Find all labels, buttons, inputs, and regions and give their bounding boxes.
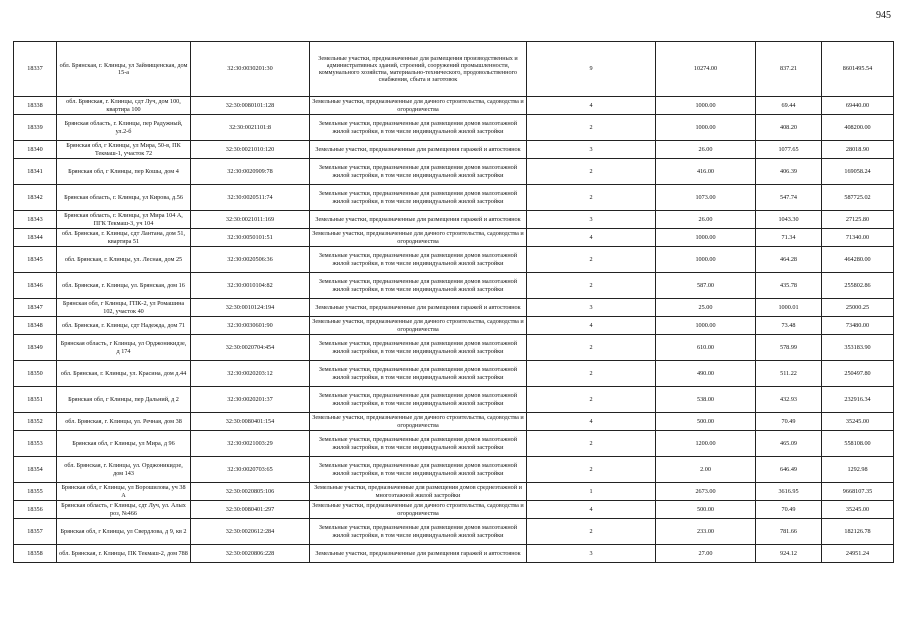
specific-value-cell: 3616.95 [756,483,822,501]
page-number: 945 [876,10,891,21]
land-use-cell: Земельные участки, предназначенные для размещения домов малоэтажной жилой застройки, в том числе индивидуальной жилой застройки [310,273,527,299]
cadastral-number-cell: 32:30:0020703:65 [191,457,310,483]
cadastral-number-cell: 32:30:0021003:29 [191,431,310,457]
land-use-cell: Земельные участки, предназначенные для размещения гаражей и автостоянок [310,211,527,229]
address-cell: Брянская область, г. Клинцы, ул Кирова, д.56 [57,185,191,211]
group-cell: 4 [527,317,656,335]
specific-value-cell: 406.39 [756,159,822,185]
area-cell: 500.00 [656,501,756,519]
row-number-cell: 18342 [14,185,57,211]
table-row [14,299,894,317]
address-cell: обл. Брянская, г. Клинцы, сдт Лантана, дом 51, квартира 51 [57,229,191,247]
address-cell: Брянская область, г. Клинцы, пер Радужный, ул.2-б [57,115,191,141]
area-cell: 26.00 [656,211,756,229]
specific-value-cell: 837.21 [756,42,822,97]
row-number-cell: 18346 [14,273,57,299]
row-number-cell: 18345 [14,247,57,273]
cadastral-value-cell: 27125.80 [822,211,894,229]
area-cell: 1000.00 [656,229,756,247]
area-cell: 2673.00 [656,483,756,501]
specific-value-cell: 465.09 [756,431,822,457]
area-cell: 1073.00 [656,185,756,211]
address-cell: Брянская обл, г Клинцы, пер Дальний, д 2 [57,387,191,413]
land-use-cell: Земельные участки, предназначенные для размещения гаражей и автостоянок [310,141,527,159]
land-use-cell: Земельные участки, предназначенные для размещения домов малоэтажной жилой застройки, в том числе индивидуальной жилой застройки [310,431,527,457]
area-cell: 25.00 [656,299,756,317]
row-number-cell: 18339 [14,115,57,141]
table-row [14,361,894,387]
group-cell: 2 [527,387,656,413]
group-cell: 4 [527,229,656,247]
row-number-cell: 18337 [14,42,57,97]
cadastral-value-cell: 25000.25 [822,299,894,317]
land-use-cell: Земельные участки, предназначенные для размещения домов малоэтажной жилой застройки, в том числе индивидуальной жилой застройки [310,519,527,545]
group-cell: 4 [527,413,656,431]
specific-value-cell: 73.48 [756,317,822,335]
land-use-cell: Земельные участки, предназначенные для размещения домов малоэтажной жилой застройки, в том числе индивидуальной жилой застройки [310,387,527,413]
table-row [14,519,894,545]
row-number-cell: 18340 [14,141,57,159]
area-cell: 233.00 [656,519,756,545]
address-cell: Брянская обл, г Клинцы, ГПК-2, ул Ромашина 102, участок 40 [57,299,191,317]
table-row [14,317,894,335]
land-use-cell: Земельные участки, предназначенные для размещения домов малоэтажной жилой застройки, в том числе индивидуальной жилой застройки [310,159,527,185]
cadastral-value-cell: 169058.24 [822,159,894,185]
land-use-cell: Земельные участки, предназначенные для размещения домов малоэтажной жилой застройки, в том числе индивидуальной жилой застройки [310,247,527,273]
cadastral-value-cell: 8601495.54 [822,42,894,97]
group-cell: 2 [527,115,656,141]
table-row [14,273,894,299]
specific-value-cell: 464.28 [756,247,822,273]
row-number-cell: 18338 [14,97,57,115]
land-use-cell: Земельные участки, предназначенные для размещения домов малоэтажной жилой застройки, в том числе индивидуальной жилой застройки [310,185,527,211]
area-cell: 1000.00 [656,317,756,335]
cadastral-value-cell: 9668107.35 [822,483,894,501]
row-number-cell: 18347 [14,299,57,317]
cadastral-number-cell: 32:30:0020612:284 [191,519,310,545]
land-use-cell: Земельные участки, предназначенные для размещения гаражей и автостоянок [310,545,527,563]
cadastral-value-cell: 558108.00 [822,431,894,457]
area-cell: 26.00 [656,141,756,159]
table-row [14,42,894,97]
area-cell: 490.00 [656,361,756,387]
table-row [14,211,894,229]
land-use-cell: Земельные участки, предназначенные для размещения гаражей и автостоянок [310,299,527,317]
specific-value-cell: 70.49 [756,501,822,519]
specific-value-cell: 646.49 [756,457,822,483]
cadastral-number-cell: 32:30:0020203:12 [191,361,310,387]
cadastral-value-cell: 255802.86 [822,273,894,299]
table-row [14,501,894,519]
address-cell: обл. Брянская, г. Клинцы, ул. Орджоникидзе, дом 143 [57,457,191,483]
cadastral-value-cell: 71340.00 [822,229,894,247]
table-row [14,387,894,413]
cadastral-value-cell: 35245.00 [822,501,894,519]
land-use-cell: Земельные участки, предназначенные для размещения производственных и административных зданий, строений, сооружений промышленности, коммунального хозяйства, материально-технического, продовольственного снабжения, сбыта и заготовок [310,42,527,97]
table-row [14,229,894,247]
area-cell: 10274.00 [656,42,756,97]
specific-value-cell: 1000.01 [756,299,822,317]
row-number-cell: 18358 [14,545,57,563]
cadastral-value-cell: 464280.00 [822,247,894,273]
land-use-cell: Земельные участки, предназначенные для размещения домов среднеэтажной и многоэтажной жилой застройки [310,483,527,501]
address-cell: обл. Брянская, г. Клинцы, ул. Красина, дом д.44 [57,361,191,387]
group-cell: 4 [527,97,656,115]
cadastral-number-cell: 32:30:0080401:154 [191,413,310,431]
table-body [14,42,894,563]
address-cell: обл. Брянская, г. Клинцы, ул. Лесная, дом 25 [57,247,191,273]
address-cell: Брянская область, г Клинцы, сдт Луч, ул. Алых роз, №466 [57,501,191,519]
row-number-cell: 18352 [14,413,57,431]
row-number-cell: 18343 [14,211,57,229]
specific-value-cell: 924.12 [756,545,822,563]
group-cell: 4 [527,501,656,519]
land-use-cell: Земельные участки, предназначенные для размещения домов малоэтажной жилой застройки, в том числе индивидуальной жилой застройки [310,115,527,141]
area-cell: 500.00 [656,413,756,431]
address-cell: обл. Брянская, г. Клинцы, ул. Брянская, дом 16 [57,273,191,299]
cadastral-number-cell: 32:30:0080101:128 [191,97,310,115]
address-cell: обл. Брянская, г. Клинцы, ПК Текмаш-2, дом 788 [57,545,191,563]
cadastral-number-cell: 32:30:0021101:8 [191,115,310,141]
cadastral-number-cell: 32:30:0021011:169 [191,211,310,229]
land-use-cell: Земельные участки, предназначенные для дачного строительства, садоводства и огородничества [310,501,527,519]
group-cell: 9 [527,42,656,97]
land-use-cell: Земельные участки, предназначенные для дачного строительства, садоводства и огородничества [310,229,527,247]
cadastral-number-cell: 32:30:0020511:74 [191,185,310,211]
row-number-cell: 18350 [14,361,57,387]
land-use-cell: Земельные участки, предназначенные для размещения домов малоэтажной жилой застройки, в том числе индивидуальной жилой застройки [310,335,527,361]
group-cell: 3 [527,141,656,159]
group-cell: 3 [527,545,656,563]
cadastral-number-cell: 32:30:0021010:120 [191,141,310,159]
specific-value-cell: 511.22 [756,361,822,387]
area-cell: 1200.00 [656,431,756,457]
address-cell: Брянская обл, г Клинцы, ул Мира, 50-в, ПК Текмаш-1, участок 72 [57,141,191,159]
area-cell: 416.00 [656,159,756,185]
cadastral-number-cell: 32:30:0010124:194 [191,299,310,317]
cadastral-value-cell: 408200.00 [822,115,894,141]
group-cell: 3 [527,299,656,317]
cadastral-number-cell: 32:30:0020805:106 [191,483,310,501]
table-row [14,185,894,211]
group-cell: 2 [527,159,656,185]
address-cell: Брянская обл, г Клинцы, ул Мира, д 96 [57,431,191,457]
table-row [14,545,894,563]
cadastral-number-cell: 32:30:0080401:297 [191,501,310,519]
table-row [14,457,894,483]
group-cell: 2 [527,431,656,457]
address-cell: Брянская область, г. Клинцы, ул Мира 104 А, ПГК Текмаш-3, уч 104 [57,211,191,229]
area-cell: 27.00 [656,545,756,563]
specific-value-cell: 432.93 [756,387,822,413]
land-use-cell: Земельные участки, предназначенные для дачного строительства, садоводства и огородничества [310,317,527,335]
cadastral-value-cell: 182126.78 [822,519,894,545]
group-cell: 3 [527,211,656,229]
cadastral-value-cell: 587725.02 [822,185,894,211]
cadastral-value-cell: 353183.90 [822,335,894,361]
area-cell: 587.00 [656,273,756,299]
table-row [14,97,894,115]
row-number-cell: 18357 [14,519,57,545]
table-row [14,413,894,431]
specific-value-cell: 435.78 [756,273,822,299]
specific-value-cell: 71.34 [756,229,822,247]
address-cell: обл. Брянская, г. Клинцы, сдт Надежда, дом 71 [57,317,191,335]
land-use-cell: Земельные участки, предназначенные для размещения домов малоэтажной жилой застройки, в том числе индивидуальной жилой застройки [310,361,527,387]
cadastral-value-cell: 73480.00 [822,317,894,335]
address-cell: Брянская обл, г Клинцы, пер Кошы, дом 4 [57,159,191,185]
cadastral-number-cell: 32:30:0010104:82 [191,273,310,299]
table-row [14,159,894,185]
group-cell: 2 [527,185,656,211]
cadastral-number-cell: 32:30:0020201:37 [191,387,310,413]
row-number-cell: 18355 [14,483,57,501]
row-number-cell: 18348 [14,317,57,335]
row-number-cell: 18351 [14,387,57,413]
cadastral-value-cell: 24951.24 [822,545,894,563]
land-use-cell: Земельные участки, предназначенные для дачного строительства, садоводства и огородничества [310,413,527,431]
table-row [14,141,894,159]
group-cell: 2 [527,519,656,545]
group-cell: 1 [527,483,656,501]
area-cell: 1000.00 [656,247,756,273]
land-use-cell: Земельные участки, предназначенные для дачного строительства, садоводства и огородничества [310,97,527,115]
area-cell: 2.00 [656,457,756,483]
cadastral-value-cell: 69440.00 [822,97,894,115]
cadastral-number-cell: 32:30:0030601:90 [191,317,310,335]
cadastral-value-table [13,41,894,563]
cadastral-value-cell: 250497.80 [822,361,894,387]
table-row [14,431,894,457]
cadastral-value-cell: 35245.00 [822,413,894,431]
row-number-cell: 18341 [14,159,57,185]
address-cell: Брянская обл, г Клинцы, ул Ворошилова, уч 38 А [57,483,191,501]
group-cell: 2 [527,273,656,299]
cadastral-number-cell: 32:30:0020806:228 [191,545,310,563]
land-use-cell: Земельные участки, предназначенные для размещения домов малоэтажной жилой застройки, в том числе индивидуальной жилой застройки [310,457,527,483]
specific-value-cell: 547.74 [756,185,822,211]
row-number-cell: 18354 [14,457,57,483]
area-cell: 538.00 [656,387,756,413]
cadastral-number-cell: 32:30:0020909:78 [191,159,310,185]
row-number-cell: 18353 [14,431,57,457]
specific-value-cell: 69.44 [756,97,822,115]
table-row [14,483,894,501]
group-cell: 2 [527,247,656,273]
row-number-cell: 18349 [14,335,57,361]
group-cell: 2 [527,361,656,387]
address-cell: Брянская обл, г Клинцы, ул Свердлова, д 9, кв 2 [57,519,191,545]
address-cell: обл. Брянская, г. Клинцы, ул. Речная, дом 38 [57,413,191,431]
specific-value-cell: 578.99 [756,335,822,361]
specific-value-cell: 1043.30 [756,211,822,229]
table-row [14,115,894,141]
specific-value-cell: 781.66 [756,519,822,545]
cadastral-value-cell: 232916.34 [822,387,894,413]
cadastral-number-cell: 32:30:0050101:51 [191,229,310,247]
specific-value-cell: 1077.65 [756,141,822,159]
address-cell: Брянская область, г Клинцы, ул Орджоникидзе, д 174 [57,335,191,361]
address-cell: обл. Брянская, г. Клинцы, сдт Луч, дом 100, квартира 100 [57,97,191,115]
table-row [14,247,894,273]
area-cell: 1000.00 [656,97,756,115]
row-number-cell: 18344 [14,229,57,247]
area-cell: 610.00 [656,335,756,361]
group-cell: 2 [527,457,656,483]
cadastral-value-cell: 1292.98 [822,457,894,483]
group-cell: 2 [527,335,656,361]
cadastral-number-cell: 32:30:0020704:454 [191,335,310,361]
row-number-cell: 18356 [14,501,57,519]
address-cell: обл. Брянская, г. Клинцы, ул Займищенская, дом 15-а [57,42,191,97]
specific-value-cell: 408.20 [756,115,822,141]
specific-value-cell: 70.49 [756,413,822,431]
cadastral-number-cell: 32:30:0030201:30 [191,42,310,97]
table-row [14,335,894,361]
cadastral-value-cell: 28018.90 [822,141,894,159]
area-cell: 1000.00 [656,115,756,141]
cadastral-number-cell: 32:30:0020506:36 [191,247,310,273]
